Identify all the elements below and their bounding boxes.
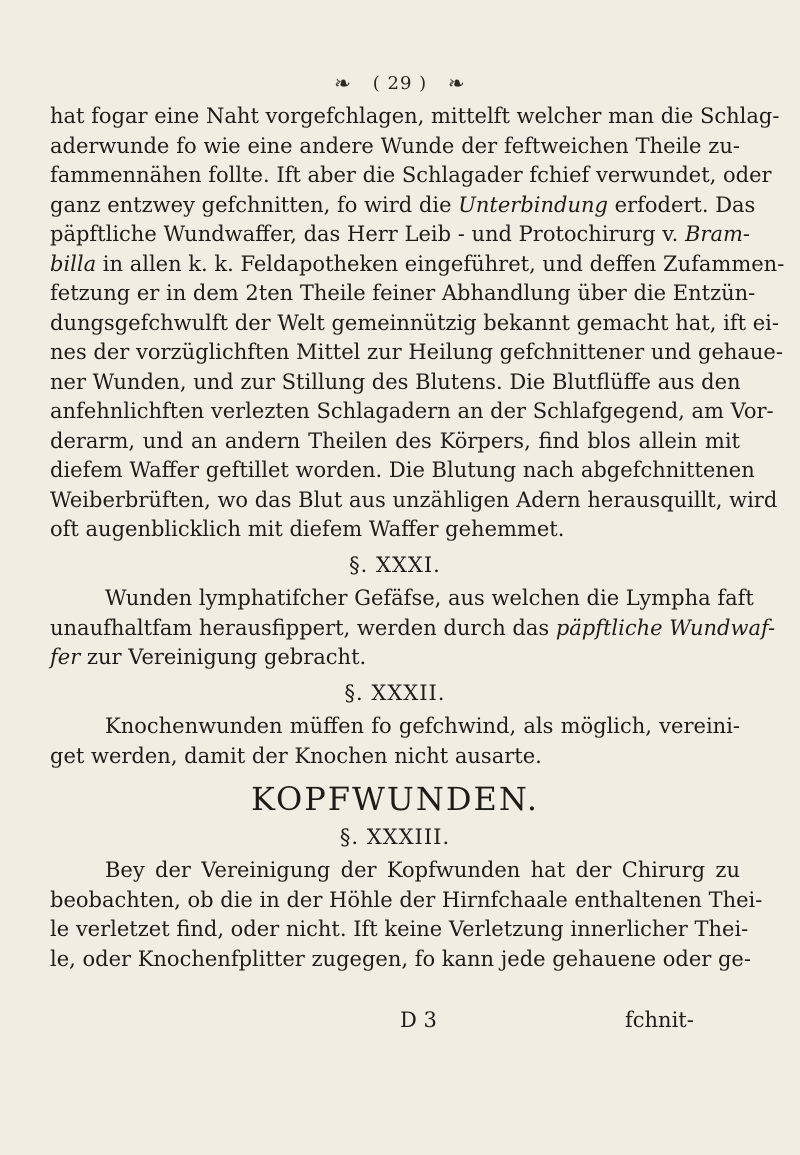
ornament-left-icon: ❧ — [334, 71, 353, 95]
text-line: le, oder Knochenfplitter zugegen, fo kann jede gehauene oder ge- — [50, 946, 751, 971]
text-line: anfehnlichften verlezten Schlagadern an der Schlafgegend, am Vor- — [50, 399, 774, 423]
section-heading-xxxiii: §. XXXIII. — [339, 824, 451, 849]
text-line: le verletzet find, oder nicht. Ift keine Verletzung innerlicher Thei- — [50, 917, 749, 941]
text-line: fetzung er in dem 2ten Theile feiner Abhandlung über die Entzün- — [50, 281, 756, 305]
signature-mark: D 3 — [400, 1008, 437, 1032]
text-line: Bey der Vereinigung der Kopfwunden hat der Chirurg zu — [105, 858, 740, 882]
text-line: dungsgefchwulft der Welt gemeinnützig bekannt gemacht hat, ift ei- — [50, 310, 779, 335]
page-header — [0, 70, 800, 94]
ornament-right-icon: ❧ — [447, 71, 466, 95]
catchword: fchnit- — [625, 1008, 694, 1032]
text-line: aderwunde fo wie eine andere Wunde der feftweichen Theile zu- — [50, 133, 740, 158]
text-line: beobachten, ob die in der Höhle der Hirnfchaale enthaltenen Thei- — [50, 887, 763, 912]
paragraph-continuation — [50, 102, 785, 545]
text-line: unaufhaltfam herausfippert, werden durch das päpftliche Wundwaf- — [50, 615, 776, 640]
chapter-title: KOPFWUNDEN. — [250, 780, 539, 818]
text-line: ganz entzwey gefchnitten, fo wird die Unterbindung erfodert. Das — [50, 192, 756, 217]
text-line: ner Wunden, und zur Stillung des Blutens. Die Blutflüffe aus den — [50, 369, 741, 394]
text-line: Knochenwunden müffen fo gefchwind, als möglich, vereini- — [105, 714, 740, 738]
body-text — [50, 102, 785, 974]
text-line: päpftliche Wundwaffer, das Herr Leib - und Protochirurg v. Bram- — [50, 222, 750, 246]
text-line: fer zur Vereinigung gebracht. — [50, 645, 367, 669]
text-line: fammennähen follte. Ift aber die Schlagader fchief verwundet, oder — [50, 163, 772, 187]
text-line: oft augenblicklich mit diefem Waffer gehemmet. — [50, 517, 565, 541]
text-line: nes der vorzüglichften Mittel zur Heilung gefchnittener und gehaue- — [50, 340, 783, 364]
text-line: Weiberbrüften, wo das Blut aus unzähligen Adern herausquillt, wird — [50, 487, 778, 512]
section-xxxiii-text — [50, 856, 763, 974]
section-xxxii-text — [50, 712, 740, 771]
text-line: diefem Waffer geftillet worden. Die Blutung nach abgefchnittenen — [50, 458, 755, 482]
section-xxxi-text — [50, 584, 776, 673]
section-heading-xxxii: §. XXXII. — [344, 680, 446, 705]
text-line: hat fogar eine Naht vorgefchlagen, mittelft welcher man die Schlag- — [50, 104, 780, 128]
section-heading-xxxi: §. XXXI. — [349, 552, 441, 577]
text-line: get werden, damit der Knochen nicht ausarte. — [50, 743, 542, 768]
text-line: derarm, und an andern Theilen des Körpers, find blos allein mit — [50, 428, 740, 453]
text-line: Wunden lymphatifcher Gefäfse, aus welchen die Lympha faft — [105, 586, 754, 610]
text-line: billa in allen k. k. Feldapotheken eingeführet, und deffen Zufammen- — [50, 251, 785, 276]
page-number: ( 29 ) — [372, 73, 428, 94]
